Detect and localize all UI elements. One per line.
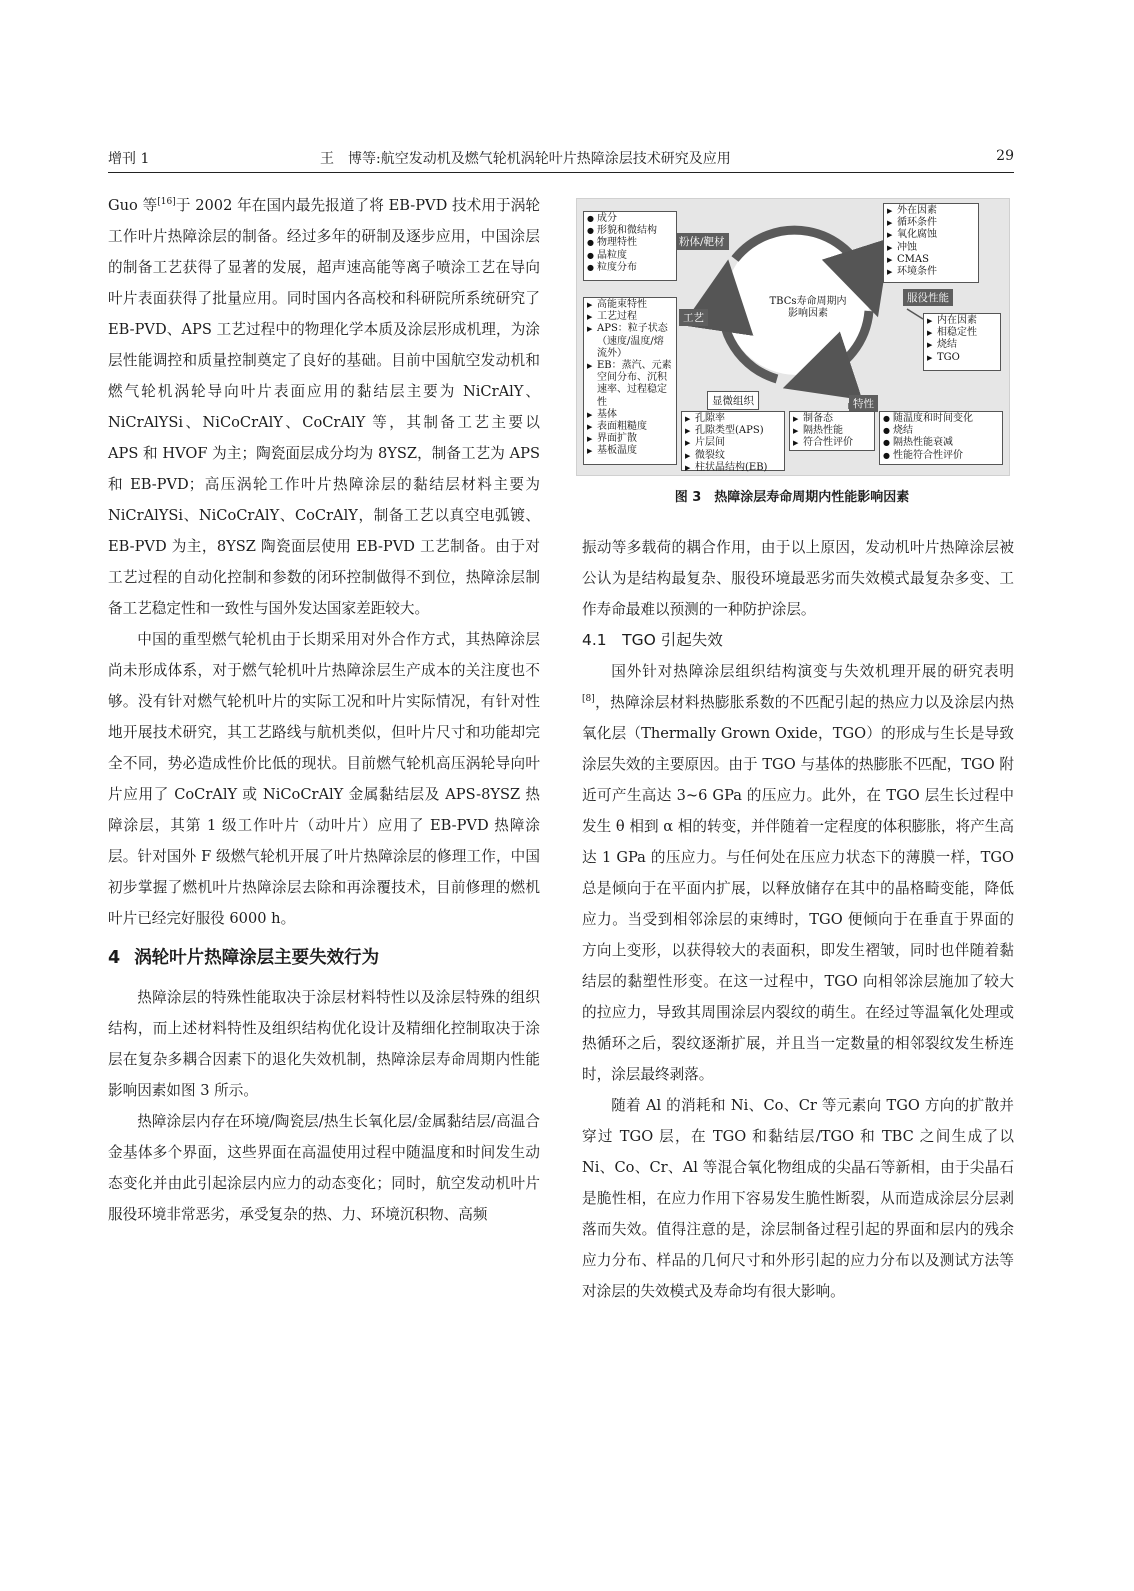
paragraph-guo — [108, 190, 540, 624]
factor-item: ▶ 相稳定性 — [927, 327, 997, 339]
box-process-factors — [583, 297, 677, 465]
section-title: 涡轮叶片热障涂层主要失效行为 — [134, 948, 380, 968]
factor-item: ● 粒度分布 — [587, 262, 673, 274]
text-run: 国外针对热障涂层组织结构演变与失效机理开展的研究表明 — [611, 663, 1014, 680]
text-run: ，热障涂层材料热膨胀系数的不匹配引起的热应力以及涂层内热氧化层（Thermally Grown Oxide，TGO）的形成与生长是导致涂层失效的主要原因。由于 TGO 与基体的热膨胀不匹配，TGO 附近可产生高达 3~6 GPa 的压应力。此外，在 TGO 层生长过程中发生 θ 相到 α 相的转变，并伴随着一定程度的体积膨胀，将产生高达 1 GPa 的压应力。与任何处在压应力状态下的薄膜一样，TGO 总是倾向于在平面内扩展，以释放储存在其中的晶格畸变能，降低应力。当受到相邻涂层的束缚时，TGO 便倾向于在垂直于界面的方向上变形，以获得较大的表面积，即发生褶皱，同时也伴随着黏结层的黏塑性形变。在这一过程中，TGO 向相邻涂层施加了较大的拉应力，导致其周围涂层内裂纹的萌生。在经过等温氧化处理或热循环之后，裂纹逐渐扩展，并且当一定数量的相邻裂纹发生桥连时，涂层最终剥落。 — [582, 694, 1014, 1083]
box-microstructure-factors — [681, 411, 785, 471]
factor-item: ▶ 微裂纹 — [685, 450, 781, 462]
text-run: Guo 等 — [108, 197, 158, 214]
factor-item: ▶ 基体 — [587, 409, 673, 421]
factor-item: ▶ 循环条件 — [887, 217, 975, 229]
factor-item: ● 隔热性能衰减 — [883, 437, 999, 449]
paragraph-gas-turbine: 中国的重型燃气轮机由于长期采用对外合作方式，其热障涂层尚未形成体系，对于燃气轮机叶片热障涂层生产成本的关注度也不够。没有针对燃气轮机叶片的实际工况和叶片实际情况，有针对性地开展技术研究，其工艺路线与航机类似，但叶片尺寸和功能却完全不同，势必造成性价比低的现状。目前燃气轮机高压涡轮导向叶片应用了 CoCrAlY 或 NiCoCrAlY 金属黏结层及 APS-8YSZ 热障涂层，其第 1 级工作叶片（动叶片）应用了 EB-PVD 热障涂层。针对国外 F 级燃气轮机开展了叶片热障涂层的修理工作，中国初步掌握了燃机叶片热障涂层去除和再涂覆技术，目前修理的燃机叶片已经完好服役 6000 h。 — [108, 631, 540, 927]
factor-item: ▶ TGO — [927, 352, 997, 364]
factor-item: ▶ 氧化腐蚀 — [887, 229, 975, 241]
factor-item: ● 成分 — [587, 213, 673, 225]
text-run: 于 2002 年在国内最先报道了将 EB-PVD 技术用于涡轮工作叶片热障涂层的制备。经过多年的研制及逐步应用，中国涂层的制备工艺获得了显著的发展，超声速高能等离子喷涂工艺在导向叶片表面获得了批量应用。同时国内各高校和科研院所系统研究了 EB-PVD、APS 工艺过程中的物理化学本质及涂层形成机理，为涂层性能调控和质量控制奠定了良好的基础。目前中国航空发动机和燃气轮机涡轮导向叶片表面应用的黏结层主要为 NiCrAlY、NiCrAlYSi、NiCoCrAlY、CoCrAlY 等，其制备工艺主要以 APS 和 HVOF 为主；陶瓷面层成分均为 8YSZ，制备工艺为 APS 和 EB-PVD；高压涡轮工作叶片热障涂层的黏结层材料主要为 NiCrAlYSi、NiCoCrAlY、CoCrAlY，制备工艺以真空电弧镀、EB-PVD 为主，8YSZ 陶瓷面层使用 EB-PVD 工艺制备。由于对工艺过程的自动化控制和参数的闭环控制做得不到位，热障涂层制备工艺稳定性和一致性与国外发达国家差距较大。 — [108, 197, 540, 617]
journal-issue: 增刊 1 — [108, 151, 150, 167]
factor-item: ▶ 外在因素 — [887, 205, 975, 217]
factor-item: ● 物理特性 — [587, 237, 673, 249]
factor-item: ● 形貌和微结构 — [587, 225, 673, 237]
box-internal-factors — [923, 313, 1001, 371]
factor-item: ▶ 工艺过程 — [587, 311, 673, 323]
factor-item: ● 晶粒度 — [587, 250, 673, 262]
factor-item: ● 烧结 — [883, 425, 999, 437]
section-number: 4 — [108, 948, 121, 968]
factor-item: ▶ 片层间 — [685, 437, 781, 449]
figure-3 — [576, 198, 1010, 476]
citation: [8] — [582, 694, 595, 705]
factor-item: ▶ 界面扩散 — [587, 433, 673, 445]
box-property-factors — [789, 411, 875, 451]
tag-microstructure: 显微组织 — [707, 391, 759, 410]
box-external-factors — [883, 203, 979, 283]
tag-powder: 粉体/靶材 — [675, 233, 729, 250]
section-heading-4 — [108, 942, 540, 974]
running-header — [108, 148, 1014, 172]
factor-item: ▶ 制备态 — [793, 413, 871, 425]
tag-process: 工艺 — [679, 309, 708, 326]
paragraph-tgo-mechanism — [582, 656, 1014, 1090]
paragraph-spinel: 随着 Al 的消耗和 Ni、Co、Cr 等元素向 TGO 方向的扩散并穿过 TGO 层，在 TGO 和黏结层/TGO 和 TBC 之间生成了以 Ni、Co、Cr、Al 等混合氧化物组成的尖晶石等新相，由于尖晶石是脆性相，在应力作用下容易发生脆性断裂，从而造成涂层分层剥落而失效。值得注意的是，涂层制备过程引起的界面和层内的残余应力分布、样品的几何尺寸和外形引起的应力分布以及测试方法等对涂层的失效模式及寿命均有很大影响。 — [582, 1097, 1014, 1300]
factor-item: ● 随温度和时间变化 — [883, 413, 999, 425]
connector-internal — [907, 309, 923, 319]
right-column — [582, 532, 1014, 1307]
tag-property: 特性 — [849, 395, 878, 412]
header-rule — [108, 172, 1014, 173]
factor-item: ▶ 内在因素 — [927, 315, 997, 327]
paragraph-continuation: 振动等多载荷的耦合作用，由于以上原因，发动机叶片热障涂层被公认为是结构最复杂、服役环境最恶劣而失效模式最复杂多变、工作寿命最难以预测的一种防护涂层。 — [582, 539, 1014, 618]
factor-item: ▶ 环境条件 — [887, 266, 975, 278]
factor-item: ● 性能符合性评价 — [883, 450, 999, 462]
factor-item: ▶ 孔隙率 — [685, 413, 781, 425]
subsection-heading-4-1: 4.1 TGO 引起失效 — [582, 631, 723, 649]
factor-item: ▶ 基板温度 — [587, 445, 673, 457]
factor-item: ▶ 柱状晶结构(EB) — [685, 462, 781, 474]
paragraph-properties: 热障涂层的特殊性能取决于涂层材料特性以及涂层特殊的组织结构，而上述材料特性及组织结构优化设计及精细化控制取决于涂层在复杂多耦合因素下的退化失效机制，热障涂层寿命周期内性能影响因素如图 3 所示。 — [108, 989, 540, 1099]
page-number: 29 — [996, 148, 1014, 164]
factor-item: ▶ 冲蚀 — [887, 242, 975, 254]
tag-service: 服役性能 — [903, 289, 953, 306]
box-aging-factors — [879, 411, 1003, 465]
running-title: 王 博等:航空发动机及燃气轮机涡轮叶片热障涂层技术研究及应用 — [320, 151, 731, 167]
left-column — [108, 190, 540, 1230]
factor-item: ▶ 高能束特性 — [587, 299, 673, 311]
factor-item: ▶ 表面粗糙度 — [587, 421, 673, 433]
factor-item: ▶ 符合性评价 — [793, 437, 871, 449]
factor-item: ▶ EB：蒸汽、元素空间分布、沉积速率、过程稳定性 — [587, 360, 673, 409]
factor-item: ▶ CMAS — [887, 254, 975, 266]
factor-item: ▶ 孔隙类型(APS) — [685, 425, 781, 437]
factor-item: ▶ APS：粒子状态（速度/温度/熔流外） — [587, 323, 673, 360]
factor-item: ▶ 隔热性能 — [793, 425, 871, 437]
paragraph-interfaces: 热障涂层内存在环境/陶瓷层/热生长氧化层/金属黏结层/高温合金基体多个界面，这些界面在高温使用过程中随温度和时间发生动态变化并由此引起涂层内应力的动态变化；同时，航空发动机叶片服役环境非常恶劣，承受复杂的热、力、环境沉积物、高频 — [108, 1113, 540, 1223]
cycle-center-label: TBCs寿命周期内 影响因素 — [769, 296, 847, 319]
factor-item: ▶ 烧结 — [927, 339, 997, 351]
figure-caption: 图 3 热障涂层寿命周期内性能影响因素 — [674, 490, 910, 505]
box-powder-factors — [583, 211, 677, 281]
citation: [16] — [157, 197, 176, 208]
